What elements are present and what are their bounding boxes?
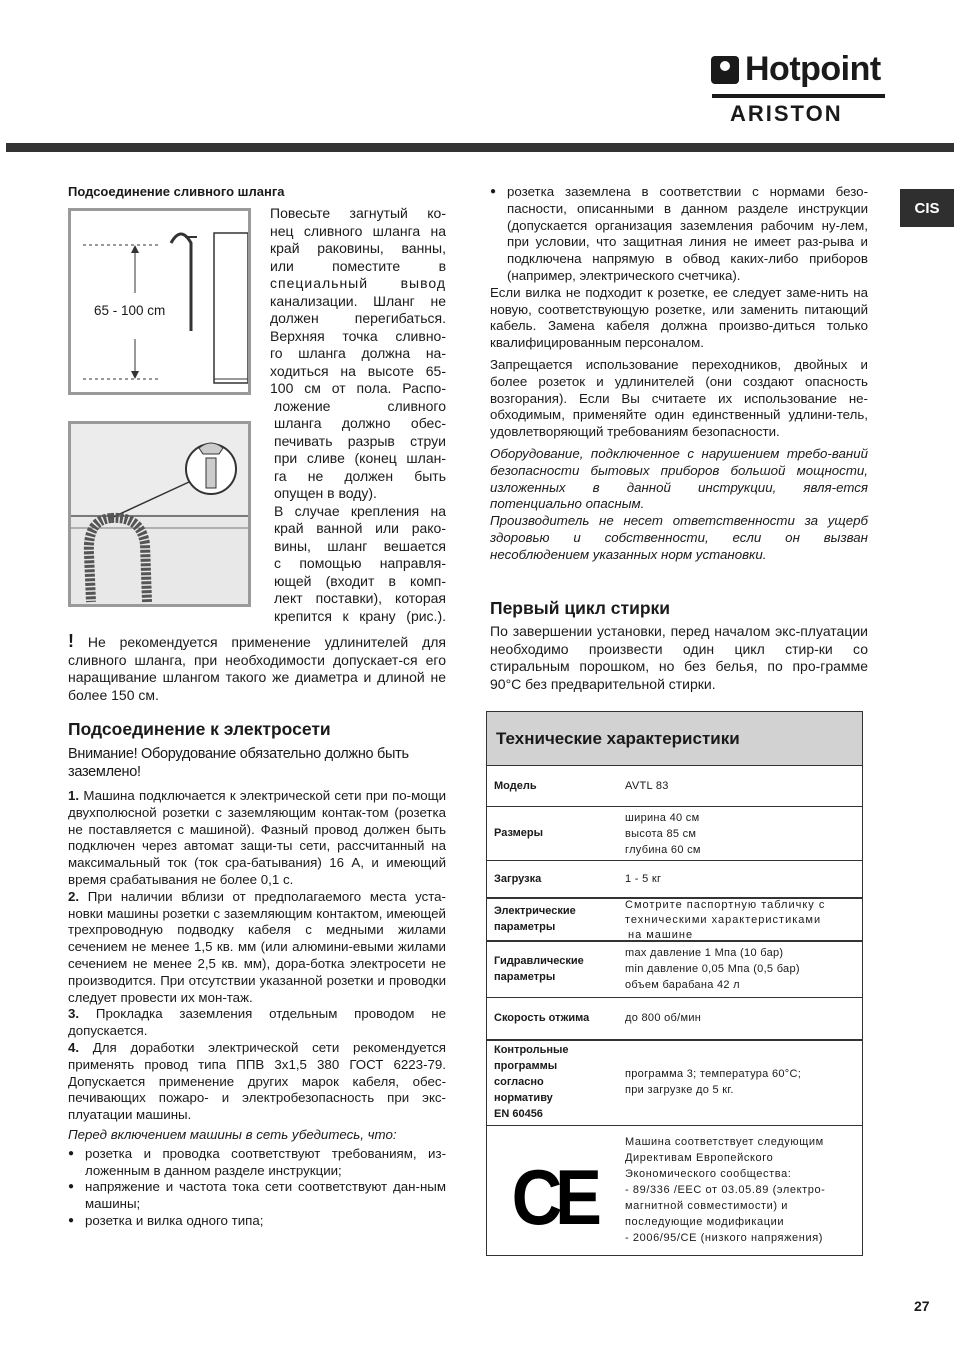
hose-height-illustration (71, 211, 248, 392)
spec-row-dimensions (487, 807, 862, 861)
adapters-paragraph: Запрещается использование переходников, двойных и более розеток и удлинителей (они создают опасность возгорания). Если Вы считаете их использование не-обходимым, применяйте один единственный удлини-тель, удовлетворяющий требованиям безопасности. (490, 356, 868, 440)
drain-instructions (270, 205, 446, 625)
plug-paragraph: Если вилка не подходит к розетке, ее следует заме-нить на новую, соответствующую розетке, или заменить питающий кабель. Замена кабеля должна произво-диться только квалифицированным персоналом. (490, 284, 868, 351)
ce-mark-icon: CE (511, 1153, 595, 1241)
drain-title: Подсоединение сливного шланга (68, 184, 285, 199)
spec-value-line: глубина 60 см (625, 844, 701, 856)
spec-label (494, 953, 584, 985)
spec-label-line: согласно (494, 1076, 544, 1088)
spec-row-load (487, 861, 862, 899)
specs-table (486, 711, 863, 1256)
step-text: При наличии вблизи от предполагаемого места уста-новки машины розетки с заземляющим контактом, имеющей трехпроводную подводку кабеля с медными жилами сечением не менее 1,5 кв. мм (или алюмини-евыми жилами сечением не менее 2,5 кв. мм), дора-ботка электросети не производится. При отсутствии указанной розетки и проводки следует провести их мон-таж. (68, 888, 446, 1005)
spec-row-spin (487, 998, 862, 1041)
drain-line: или поместите в (270, 257, 446, 274)
drain-line: должен перегибаться. (270, 310, 446, 326)
check-list-continued (490, 184, 868, 285)
specs-title: Технические характеристики (487, 712, 862, 766)
spec-row-programs (487, 1041, 862, 1126)
drain-line: В случае крепления на (274, 502, 446, 519)
check-list (68, 1146, 446, 1230)
header-bar (6, 143, 954, 152)
check-item: ● напряжение и частота тока сети соответствуют дан-ным машины; (68, 1179, 446, 1213)
spec-label-line: Электрические (494, 905, 576, 917)
electric-step (68, 889, 446, 1007)
ce-text-line: Директивам Европейского (625, 1152, 774, 1164)
spec-label-line: нормативу (494, 1092, 553, 1104)
check-item: ● розетка заземлена в соответствии с нормами безо-пасности, описанными в данном разделе инструкции (допускается организация заземления рабочим ну-лем, при условии, что защитная линия не имеет раз-рыва и подключена напрямую в обвод каких-либо приборов (например, электрического счетчика). (490, 184, 868, 285)
ce-text-line: Экономического сообщества: (625, 1168, 792, 1180)
step-number: 2. (68, 888, 80, 904)
electric-step (68, 1040, 446, 1124)
drain-line: с помощью направля- (274, 555, 446, 571)
spec-label (494, 903, 576, 935)
ce-text-line: Машина соответствует следующим (625, 1136, 824, 1148)
spec-value (625, 1066, 801, 1098)
spec-row-model (487, 766, 862, 807)
height-label: 65 - 100 cm (94, 303, 166, 318)
spec-value-line: объем барабана 42 л (625, 979, 740, 991)
drain-line: нец сливного шланга на (270, 222, 446, 239)
spec-label (494, 1042, 569, 1122)
sub-brand: ARISTON (730, 101, 843, 126)
language-tab: CIS (900, 189, 954, 227)
spec-label-line: Гидравлические (494, 955, 584, 967)
drain-line: опущен в воду). (274, 485, 377, 501)
drain-line: край раковины, ванны, (270, 240, 446, 256)
liability-italic: Производитель не несет ответственности за ущерб здоровью и собственности, если он вызван несоблюдением указанных норм установки. (490, 513, 868, 562)
drain-line: 100 см от пола. Распо- (270, 380, 446, 396)
spec-value-line: ширина 40 см (625, 812, 700, 824)
electric-title: Подсоединение к электросети (68, 719, 331, 739)
check-item: ● розетка и проводка соответствуют требованиям, из-ложенным в данном разделе инструкции; (68, 1146, 446, 1180)
safety-warning-italic: Оборудование, подключенное с нарушением требо-ваний безопасности бытовых приборов большой мощности, изложенных в данной инструкции, явля-ется потенциально опасным. (490, 445, 868, 512)
brand-name: Hotpoint (745, 50, 881, 88)
spec-value-line: на машине (628, 929, 694, 941)
spec-label-line: Контрольные (494, 1044, 569, 1056)
drain-line: Повесьте загнутый ко- (270, 205, 446, 221)
electric-steps (68, 788, 446, 1230)
spec-label: Модель (494, 780, 537, 792)
drain-line: ющей (входит в комп- (274, 572, 446, 589)
spec-row-ce (487, 1126, 862, 1255)
first-wash-text: По завершении установки, перед началом экс-плуатации необходимо произвести один цикл стир-ки со стиральным порошком, но без белья, по про-грамме 90°С без предварительной стирки. (490, 623, 868, 692)
right-text (490, 184, 868, 564)
spec-value (625, 945, 800, 993)
spec-value (625, 810, 701, 858)
drain-line: печивать разрыв струи (274, 432, 446, 449)
step-text: Машина подключается к электрической сети при по-мощи двухполюсной розетки с заземляющим контак-том (розетка не поставляется с машиной). Фазный провод должен быть подключен через автомат защи-ты сети, рассчитанный на максимальный ток (ток сра-батывания) 16 А, и имеющий время срабатывания не более 0,1 с. (68, 788, 446, 887)
drain-line: крепится к крану (рис.). (274, 607, 446, 624)
step-text: Для доработки электрической сети рекомендуется применять провод типа ППВ 3х1,5 380 ГОСТ 6223-79. Допускается применение других марок кабеля, обес-печивающих пожаро- и электробезопасность при экс-плуатации машины. (68, 1039, 446, 1123)
ce-text-line: магнитной совместимости) и (625, 1200, 788, 1212)
spec-label-line: параметры (494, 971, 556, 983)
logo-divider (712, 94, 885, 98)
brand-logo (711, 50, 881, 89)
spec-label-line: параметры (494, 921, 556, 933)
drain-warning (68, 633, 446, 704)
spec-label: Скорость отжима (494, 1012, 590, 1024)
spec-value: до 800 об/мин (625, 1012, 702, 1024)
drain-line: шланга должно обес- (274, 415, 446, 431)
check-intro: Перед включением машины в сеть убедитесь, что: (68, 1126, 397, 1142)
drain-line: при сливе (конец шлан- (274, 450, 446, 466)
page-number: 27 (914, 1298, 930, 1314)
first-wash-title: Первый цикл стирки (490, 598, 671, 618)
drain-figure-guide (68, 421, 251, 607)
spec-value: AVTL 83 (625, 780, 669, 792)
step-number: 4. (68, 1039, 80, 1055)
spec-value (625, 898, 825, 943)
spec-value-line: техническими характеристиками (625, 914, 822, 926)
drain-line: ложение сливного (274, 397, 446, 414)
step-number: 3. (68, 1006, 80, 1022)
spec-row-hydraulic (487, 942, 862, 998)
drain-line: край ванной или рако- (274, 520, 446, 536)
hotpoint-logo-icon (711, 56, 739, 84)
drain-line: вины, шланг вешается (274, 537, 446, 554)
step-text: Прокладка заземления отдельным проводом не допускается. (68, 1006, 446, 1039)
drain-line: ходиться на высоте 65- (270, 362, 446, 379)
drain-line: га не должен быть (274, 467, 446, 484)
step-number: 1. (68, 788, 80, 803)
spec-label: Размеры (494, 827, 544, 839)
spec-value-line: Смотрите паспортную табличку с (625, 899, 826, 911)
warning-icon: ! (68, 631, 74, 651)
spec-value-line: высота 85 см (625, 828, 697, 840)
ce-text-line: - 89/336 /ЕЕС от 03.05.89 (электро- (625, 1184, 826, 1196)
ce-text (625, 1134, 825, 1246)
spec-value: 1 - 5 кг (625, 873, 662, 885)
hose-guide-illustration (71, 424, 248, 604)
check-item: ● розетка и вилка одного типа; (68, 1213, 446, 1230)
spec-value-line: программа 3; температура 60°С; (625, 1068, 802, 1080)
drain-line: лект поставки), которая (274, 590, 446, 606)
ce-text-line: - 2006/95/CE (низкого напряжения) (625, 1232, 824, 1244)
ce-text-line: последующие модификации (625, 1216, 785, 1228)
spec-label-line: программы (494, 1060, 558, 1072)
electric-step (68, 1006, 446, 1040)
spec-row-electric (487, 899, 862, 942)
drain-line: специальный вывод (270, 275, 446, 291)
electric-step (68, 788, 446, 889)
drain-line: Верхняя точка сливно- (270, 327, 446, 344)
spec-value-line: max давление 1 Мпа (10 бар) (625, 947, 784, 959)
spec-label: Загрузка (494, 873, 542, 885)
electric-attention: Внимание! Оборудование обязательно должно быть заземлено! (68, 746, 409, 780)
spec-value-line: при загрузке до 5 кг. (625, 1084, 734, 1096)
warning-text: Не рекомендуется применение удлинителей для сливного шланга, при необходимости допускает-ся его наращивание шлангом такого же диаметра и длиной не более 150 см. (68, 634, 446, 703)
drain-figure-height (68, 208, 251, 395)
drain-line: канализации. Шланг не (270, 292, 446, 309)
drain-line: го шланга должна на- (270, 345, 446, 361)
spec-label-line: EN 60456 (494, 1108, 543, 1120)
spec-value-line: min давление 0,05 Мпа (0,5 бар) (625, 963, 800, 975)
